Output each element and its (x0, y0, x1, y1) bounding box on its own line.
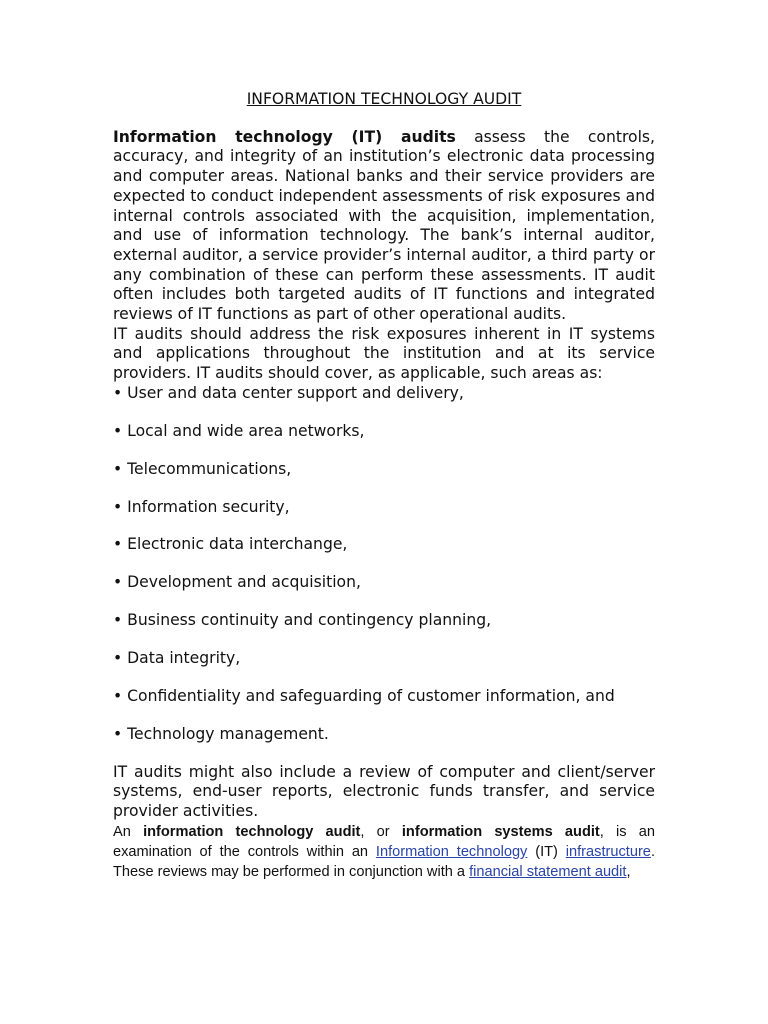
list-item: • Telecommunications, (113, 459, 292, 478)
financial-statement-audit-link[interactable]: financial statement audit (469, 863, 627, 880)
list-item: • Local and wide area networks, (113, 421, 365, 440)
list-item: • Information security, (113, 497, 290, 516)
list-item: • Business continuity and contingency planning, (113, 611, 492, 630)
intro-lead-bold: Information technology (IT) audits (113, 127, 456, 146)
wiki-text: . These reviews may be performed in conjunction with a (113, 843, 655, 880)
intro-lead-text: assess the controls, accuracy, and integrity of an institution’s electronic data processing and computer areas. National banks and their service providers are expected to conduct independent assessments of risk exposures and internal controls associated with the acquisition, implementation, and use of information technology. The bank’s internal auditor, external auditor, a service provider’s internal auditor, a third party or any combination of these can perform these assessments. IT audit often includes both targeted audits of IT functions and integrated reviews of IT functions as part of other operational audits. (113, 127, 655, 324)
wiki-bold-term: information systems audit (401, 823, 600, 840)
list-item: • Electronic data interchange, (113, 535, 348, 554)
information-technology-link[interactable]: Information technology (375, 843, 528, 860)
wiki-bold-term: information technology audit (143, 823, 361, 840)
document-title: INFORMATION TECHNOLOGY AUDIT (246, 90, 522, 108)
review-paragraph: IT audits might also include a review of computer and client/server systems, end-user reports, electronic funds transfer, and service provider activities. (113, 762, 655, 820)
document-body (113, 90, 655, 882)
wiki-text: , is an examination of the controls within an (113, 823, 656, 860)
list-item: • User and data center support and delivery, (113, 383, 464, 402)
list-item: • Development and acquisition, (113, 573, 361, 592)
scope-paragraph: IT audits should address the risk exposures inherent in IT systems and applications throughout the institution and at its service providers. IT audits should cover, as applicable, such areas as: (113, 324, 655, 383)
wiki-text: An (113, 823, 144, 840)
wiki-excerpt-paragraph (113, 822, 655, 882)
list-item: • Confidentiality and safeguarding of customer information, and (113, 686, 615, 705)
audit-areas-list (113, 384, 655, 745)
infrastructure-link[interactable]: infrastructure (565, 843, 651, 860)
wiki-text: , or (360, 823, 402, 840)
list-item: • Data integrity, (113, 649, 241, 668)
intro-paragraph (113, 128, 655, 325)
list-item: • Technology management. (113, 724, 329, 743)
wiki-text: (IT) (527, 843, 566, 860)
wiki-text: , (626, 863, 631, 880)
